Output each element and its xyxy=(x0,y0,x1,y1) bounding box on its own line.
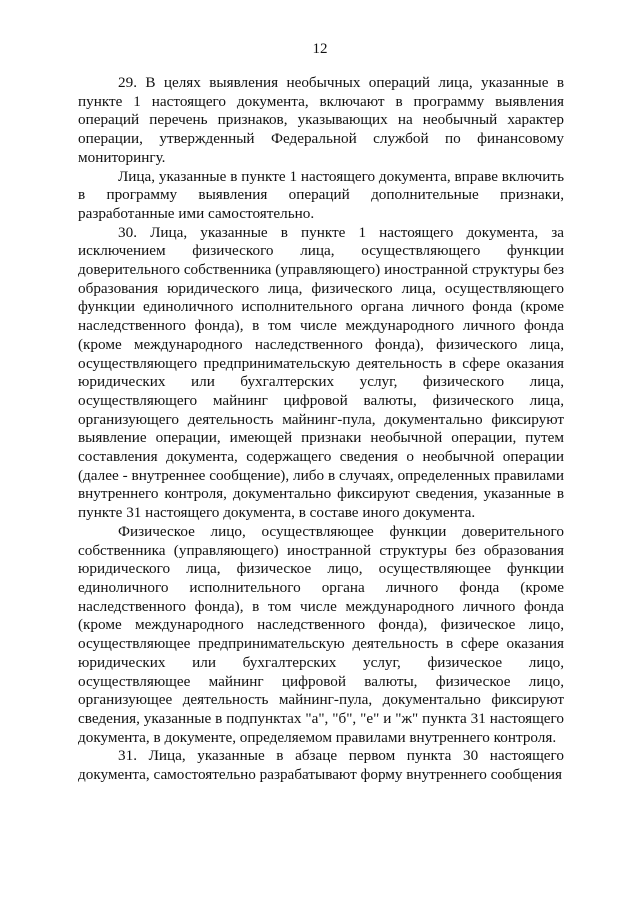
paragraph-30-individuals: Физическое лицо, осуществляющее функции доверительного собственника (управляющего) иностранной структуры без образования юридического лица, физическое лицо, осуществляющее функции единоличного исполнительного органа личного фонда (кроме наследственного фонда), в том числе международного личного фонда (кроме международного наследственного фонда), физическое лицо, осуществляющее предпринимательскую деятельность в сфере оказания юридических или бухгалтерских услуг, физическое лицо, осуществляющее майнинг цифровой валюты, физическое лицо, организующее деятельность майнинг-пула, документально фиксируют сведения, указанные в подпунктах "а", "б", "е" и "ж" пункта 31 настоящего документа, в документе, определяемом правилами внутреннего контроля. xyxy=(78,522,564,746)
document-body xyxy=(78,74,564,785)
paragraph-29: 29. В целях выявления необычных операций лица, указанные в пункте 1 настоящего документа, включают в программу выявления операций перечень признаков, указывающих на необычный характер операции, утвержденный Федеральной службой по финансовому мониторингу. xyxy=(78,74,564,166)
paragraph-30: 30. Лица, указанные в пункте 1 настоящего документа, за исключением физического лица, осуществляющего функции доверительного собственника (управляющего) иностранной структуры без образования юридического лица, физического лица, осуществляющего функции единоличного исполнительного органа личного фонда (кроме наследственного фонда), в том числе международного личного фонда (кроме международного наследственного фонда), физического лица, осуществляющего предпринимательскую деятельность в сфере оказания юридических или бухгалтерских услуг, физического лица, осуществляющего майнинг цифровой валюты, физического лица, организующего деятельность майнинг-пула, документально фиксируют выявление операции, имеющей признаки необычной операции, путем составления документа, содержащего сведения о необычной операции (далее - внутреннее сообщение), либо в случаях, определенных правилами внутреннего контроля, документально фиксируют сведения, указанные в пункте 31 настоящего документа, в составе иного документа. xyxy=(78,223,564,522)
page-number: 12 xyxy=(312,41,328,57)
paragraph-31: 31. Лица, указанные в абзаце первом пункта 30 настоящего документа, самостоятельно разрабатывают форму внутреннего сообщения xyxy=(78,747,564,784)
paragraph-29-additional: Лица, указанные в пункте 1 настоящего документа, вправе включить в программу выявления операций дополнительные признаки, разработанные ими самостоятельно. xyxy=(78,167,564,222)
